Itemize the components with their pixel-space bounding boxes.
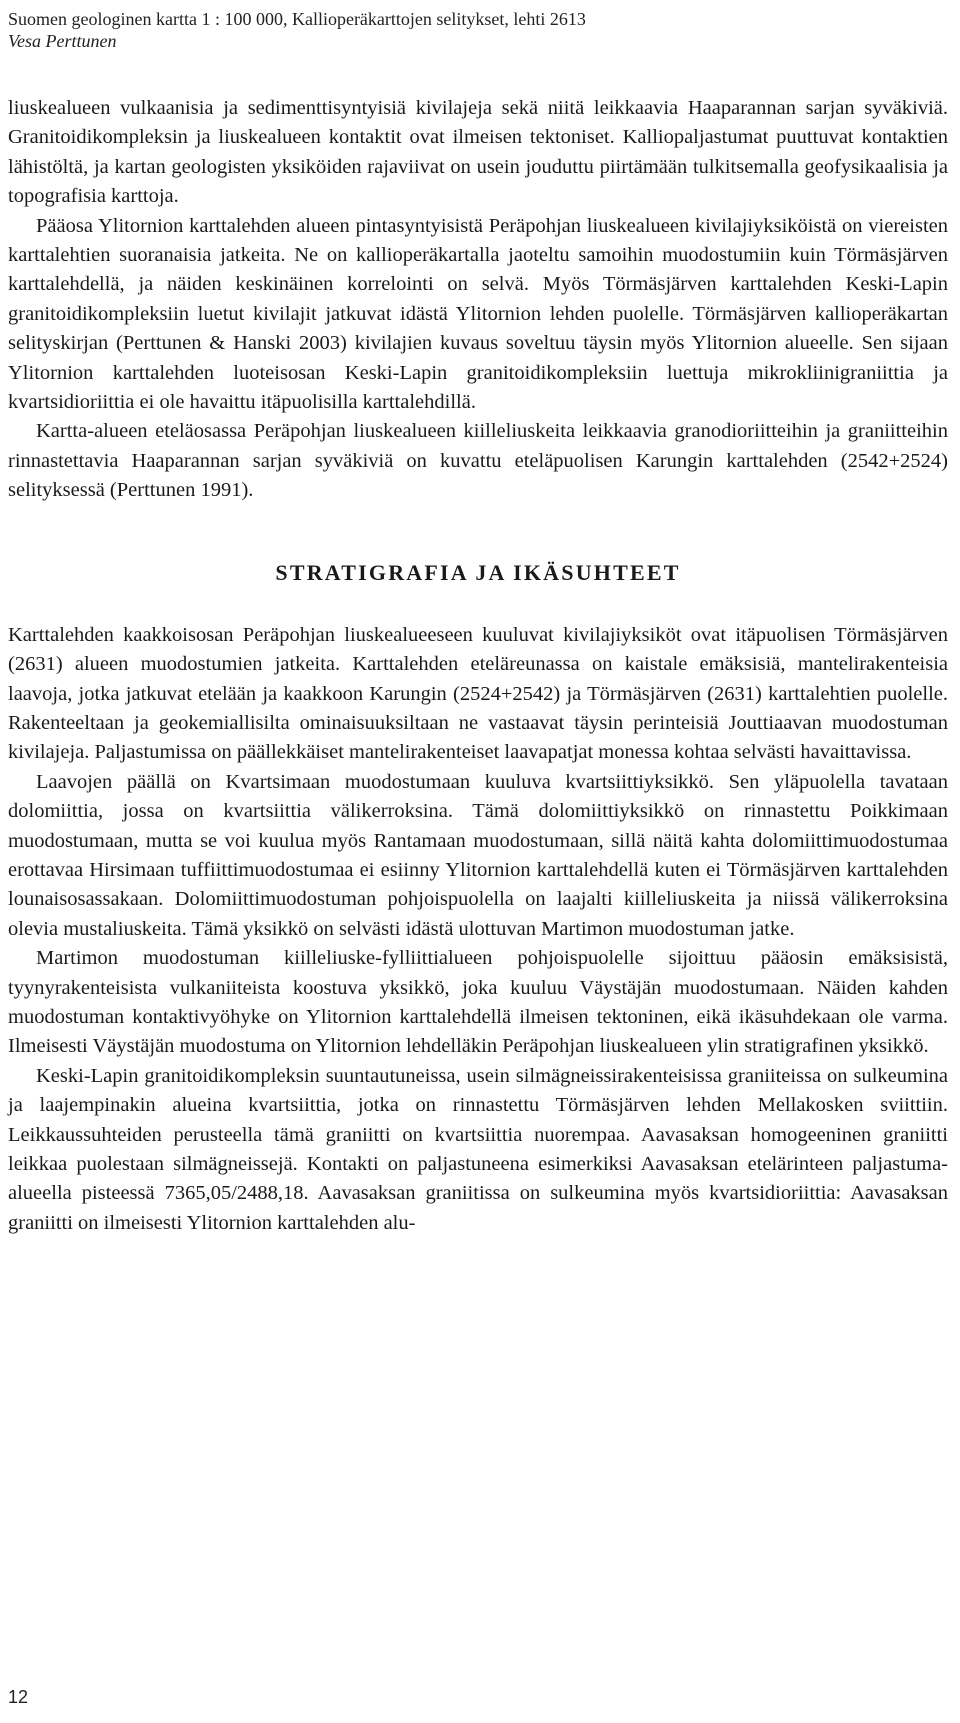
paragraph: Kartta-alueen eteläosassa Peräpohjan liuskealueen kiilleliuskeita leikkaavia granodioriitteihin ja graniitteihin rinnastettavia Haaparannan sarjan syväkiviä on kuvattu eteläpuolisen Karungin karttalehden (2542+2524) selityksessä (Perttunen 1991).: [8, 420, 948, 502]
section-heading: STRATIGRAFIA JA IKÄSUHTEET: [275, 559, 681, 585]
page-number: 12: [8, 1687, 29, 1707]
paragraph: Karttalehden kaakkoisosan Peräpohjan liuskealueeseen kuuluvat kivilajiyksiköt ovat itäpuolisen Törmäsjärven (2631) alueen muodostumien jatkeita. Karttalehden eteläreunassa on kaistale emäksisiä, mantelirakenteisia laavoja, jotka jatkuvat etelään ja kaakkoon Karungin (2524+2542) ja Törmäsjärven (2631) karttalehtien puolelle. Rakenteeltaan ja geokemiallisilta ominaisuuksiltaan ne vastaavat täysin perinteisiä Jouttiaavan muodostuman kivilajeja. Paljastumissa on päällekkäiset mantelirakenteiset laavapatjat monessa kohtaa selvästi havaittavissa.: [8, 623, 948, 764]
paragraph: Pääosa Ylitornion karttalehden alueen pintasyntyisistä Peräpohjan liuskealueen kivilajiyksiköistä on viereisten karttalehtien suoranaisia jatkeita. Ne on kallioperäkartalla jaoteltu samoihin muodostumiin kuin Törmäsjärven karttalehdellä, ja näiden keskinäinen korrelointi on selvä. Myös Törmäsjärven karttalehden Keski-Lapin granitoidikompleksiin luetut kivilajit jatkuvat idästä Ylitornion lehden puolelle. Törmäsjärven kallioperäkartan selityskirjan (Perttunen & Hanski 2003) kivilajien kuvaus soveltuu täysin myös Ylitornion alueelle. Sen sijaan Ylitornion karttalehden luoteisosan Keski-Lapin granitoidikompleksiin luettuja mikrokliinigraniittia ja kvartsidioriittia ei ole havaittu itäpuolisilla karttalehdillä.: [8, 214, 948, 414]
paragraph: Laavojen päällä on Kvartsimaan muodostumaan kuuluva kvartsiittiyksikkö. Sen yläpuolella tavataan dolomiittia, jossa on kvartsiittia välikerroksina. Tämä dolomiittiyksikkö on rinnastettu Poikkimaan muodostumaan, mutta se voi kuulua myös Rantamaan muodostumaan, sillä näitä kahta dolomiittimuodostumaa erottavaa Hirsimaan tuffiittimuodostumaa ei esiinny Ylitornion karttalehdellä kuten ei Törmäsjärven karttalehden lounaisosassakaan. Dolomiittimuodostuman pohjoispuolella on laajalti kiilleliuskeita ja niissä välikerroksina olevia mustaliuskeita. Tämä yksikkö on selvästi idästä ulottuvan Martimon muodostuman jatke.: [8, 770, 948, 940]
running-header: [8, 8, 948, 52]
paragraph: Martimon muodostuman kiilleliuske-fylliittialueen pohjoispuolelle sijoittuu pääosin emäksisistä, tyynyrakenteisista vulkaniiteista koostuva yksikkö, joka kuuluu Väystäjän muodostumaan. Näiden kahden muodostuman kontaktivyöhyke on Ylitornion karttalehdellä ilmeisen tektoninen, eikä ikäsuhdekaan ole varma. Ilmeisesti Väystäjän muodostuma on Ylitornion lehdelläkin Peräpohjan liuskealueen ylin stratigrafinen yksikkö.: [8, 947, 948, 1058]
series-title: Suomen geologinen kartta 1 : 100 000, Kallioperäkarttojen selitykset, lehti 2613: [8, 9, 586, 29]
author-name: Vesa Perttunen: [8, 31, 117, 51]
paragraph-continued: liuskealueen vulkaanisia ja sedimenttisyntyisiä kivilajeja sekä niitä leikkaavia Haaparannan sarjan syväkiviä. Granitoidikompleksin ja liuskealueen kontaktit ovat ilmeisen tektoniset. Kalliopaljastumat puuttuvat kontaktien lähistöltä, ja kartan geologisten yksiköiden rajaviivat on usein jouduttu piirtämään tulkitsemalla geofysikaalisia ja topografisia karttoja.: [8, 97, 948, 208]
paragraph: Keski-Lapin granitoidikompleksin suuntautuneissa, usein silmägneissirakenteisissa graniiteissa on sulkeumina ja laajempinakin alueina kvartsiittia, jotka on rinnastettu Törmäsjärven lehden Mellakosken sviittiin. Leikkaussuhteiden perusteella tämä graniitti on kvartsiittia nuorempaa. Aavasaksan homogeeninen graniitti leikkaa puolestaan silmägneissejä. Kontakti on paljastuneena esimerkiksi Aavasaksan etelärinteen paljastuma-alueella pisteessä 7365,05/2488,18. Aavasaksan graniitissa on sulkeumina myös kvartsidioriittia: Aavasaksan graniitti on ilmeisesti Ylitornion karttalehden alu-: [8, 1064, 948, 1234]
body-text: [8, 94, 948, 1238]
